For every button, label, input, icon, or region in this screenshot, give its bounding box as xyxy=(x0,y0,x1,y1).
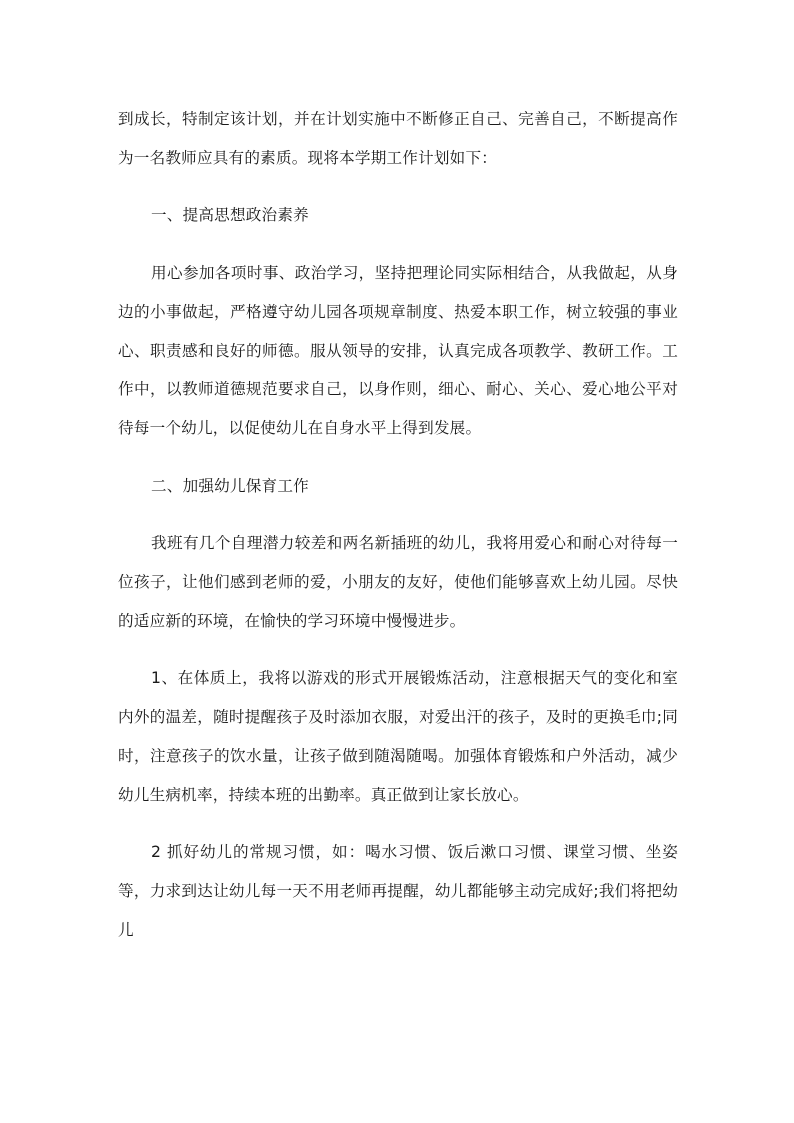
habits-paragraph: 2 抓好幼儿的常规习惯，如：喝水习惯、饭后漱口习惯、课堂习惯、坐姿等，力求到达让幼儿每一天不用老师再提醒，幼儿都能够主动完成好;我们将把幼儿 xyxy=(118,843,678,939)
politics-paragraph: 用心参加各项时事、政治学习，坚持把理论同实际相结合，从我做起，从身边的小事做起，严格遵守幼儿园各项规章制度、热爱本职工作，树立较强的事业心、职责感和良好的师德。服从领导的安排，认真完成各项教学、教研工作。工作中，以教师道德规范要求自己，以身作则，细心、耐心、关心、爱心地公平对待每一个幼儿，以促使幼儿在自身水平上得到发展。 xyxy=(118,264,678,437)
document-body xyxy=(118,100,678,949)
childcare-paragraph: 我班有几个自理潜力较差和两名新插班的幼儿，我将用爱心和耐心对待每一位孩子，让他们感到老师的爱，小朋友的友好，使他们能够喜欢上幼儿园。尽快的适应新的环境，在愉快的学习环境中慢慢进步。 xyxy=(118,534,678,630)
section-heading-childcare: 二、加强幼儿保育工作 xyxy=(151,476,309,495)
section-heading-politics: 一、提高思想政治素养 xyxy=(151,206,309,225)
intro-paragraph: 到成长，特制定该计划，并在计划实施中不断修正自己、完善自己，不断提高作为一名教师应具有的素质。现将本学期工作计划如下： xyxy=(118,110,678,167)
physical-paragraph: 1、在体质上，我将以游戏的形式开展锻炼活动，注意根据天气的变化和室内外的温差，随时提醒孩子及时添加衣服，对爱出汗的孩子，及时的更换毛巾;同时，注意孩子的饮水量，让孩子做到随渴随喝。加强体育锻炼和户外活动，减少幼儿生病机率，持续本班的出勤率。真正做到让家长放心。 xyxy=(118,669,678,804)
